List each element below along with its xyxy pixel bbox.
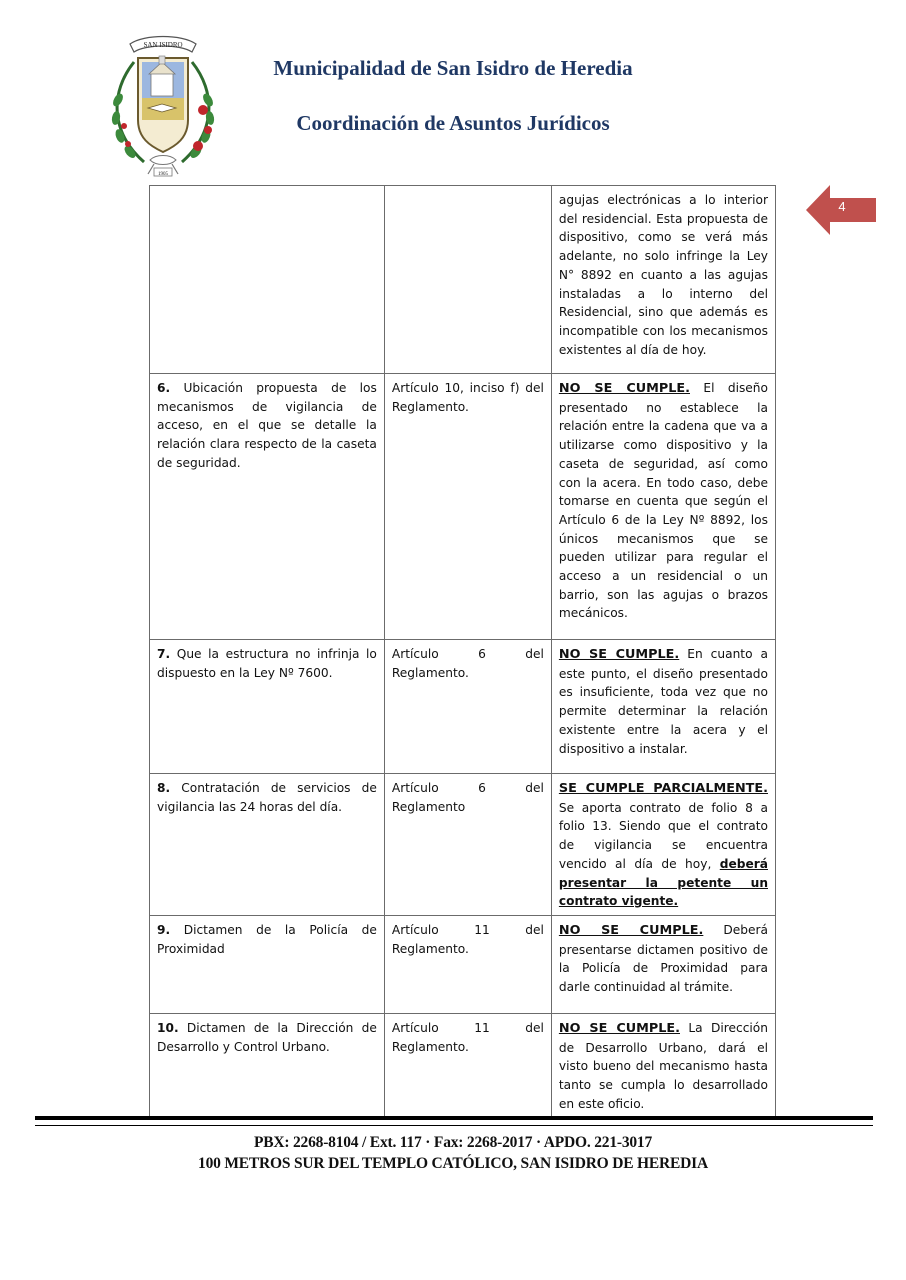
compliance-cell (551, 915, 775, 1013)
table-row (150, 915, 776, 1013)
compliance-cell (551, 774, 775, 916)
page-number-tab (806, 185, 876, 235)
compliance-status: NO SE CUMPLE. (558, 381, 690, 396)
compliance-text: En cuanto a este punto, el diseño presentado es insuficiente, toda vez que no permite determinar la relación existente entre la acera y el dispositivo a instalar. (558, 647, 768, 756)
compliance-text: La Dirección de Desarrollo Urbano, dará el visto bueno del mecanismo hasta tanto se cumpla lo desarrollado en este oficio. (558, 1020, 768, 1111)
municipal-crest-logo (104, 22, 222, 178)
compliance-cell (551, 374, 775, 640)
legal-basis-text: Artículo 6 del Reglamento. (391, 647, 544, 680)
legal-basis-cell (384, 1013, 551, 1118)
requirement-cell (150, 774, 385, 916)
requirement-number: 6. (157, 381, 171, 395)
requirement-text: Dictamen de la Policía de Proximidad (157, 922, 377, 956)
crest-ribbon-label: SAN ISIDRO (143, 41, 183, 49)
requirement-number: 7. (157, 647, 171, 661)
compliance-text: El diseño presentado no establece la relación entre la cadena que va a utilizarse como dispositivo y la caseta de seguridad, así como con la acera. En todo caso, debe tomarse en cuenta que según el Artículo 6 de la Ley Nº 8892, los únicos mecanismos que se pueden utilizar para regular el acceso a un residencial o un barrio, son las agujas o brazos mecánicos. (558, 381, 768, 621)
compliance-status: NO SE CUMPLE. (558, 647, 680, 662)
legal-basis-text: Artículo 6 del Reglamento (391, 781, 544, 814)
footer-address: 100 METROS SUR DEL TEMPLO CATÓLICO, SAN ISIDRO DE HEREDIA (198, 1155, 708, 1172)
compliance-status: SE CUMPLE PARCIALMENTE. (558, 781, 768, 796)
legal-basis-cell (384, 915, 551, 1013)
compliance-status: NO SE CUMPLE. (558, 1020, 680, 1036)
requirement-cell (150, 1013, 385, 1118)
footer-contact: PBX: 2268-8104 / Ext. 117 · Fax: 2268-2017 · APDO. 221-3017 (253, 1134, 653, 1151)
requirement-text: Ubicación propuesta de los mecanismos de vigilancia de acceso, en el que se detalle la relación clara respecto de la caseta de seguridad. (157, 381, 377, 470)
compliance-emphasis: deberá presentar la petente un contrato vigente. (558, 856, 768, 909)
legal-basis-text: Artículo 10, inciso f) del Reglamento. (391, 381, 544, 414)
requirement-cell (150, 186, 385, 374)
legal-basis-text: Artículo 11 del Reglamento. (391, 922, 544, 956)
requirement-text: Contratación de servicios de vigilancia las 24 horas del día. (157, 781, 377, 814)
requirement-number: 9. (157, 922, 171, 937)
page-number: 4 (838, 199, 846, 214)
requirement-cell (150, 374, 385, 640)
legal-basis-cell (384, 186, 551, 374)
compliance-text: Se aporta contrato de folio 8 a folio 13. Siendo que el contrato de vigilancia se encuentra vencido al día de hoy, (558, 800, 768, 871)
requirement-text: Dictamen de la Dirección de Desarrollo y Control Urbano. (157, 1020, 377, 1054)
requirements-table (149, 185, 776, 1118)
compliance-status: NO SE CUMPLE. (558, 922, 704, 938)
compliance-cell (551, 1013, 775, 1118)
table-row (150, 640, 776, 774)
compliance-cell (551, 640, 775, 774)
page-title: Municipalidad de San Isidro de Heredia (273, 56, 633, 80)
requirement-text: Que la estructura no infrinja lo dispuesto en la Ley Nº 7600. (157, 647, 377, 680)
table-row (150, 374, 776, 640)
requirement-cell (150, 640, 385, 774)
page-subtitle: Coordinación de Asuntos Jurídicos (296, 111, 610, 135)
footer-divider-thin (35, 1125, 873, 1126)
requirement-cell (150, 915, 385, 1013)
footer-divider-thick (35, 1116, 873, 1120)
compliance-text: agujas electrónicas a lo interior del residencial. Esta propuesta de dispositivo, como se verá más adelante, no solo infringe la Ley N° 8892 en cuanto a las agujas instaladas a lo interno del Residencial, sino que además es incompatible con los mecanismos existentes al día de hoy. (558, 193, 768, 357)
legal-basis-cell (384, 774, 551, 916)
requirement-number: 8. (157, 781, 171, 795)
table-row (150, 1013, 776, 1118)
legal-basis-cell (384, 374, 551, 640)
legal-basis-text: Artículo 11 del Reglamento. (391, 1020, 544, 1054)
table-row (150, 774, 776, 916)
table-row (150, 186, 776, 374)
compliance-text: Deberá presentarse dictamen positivo de la Policía de Proximidad para darle continuidad al trámite. (558, 922, 768, 995)
requirement-number: 10. (157, 1020, 179, 1035)
compliance-cell (551, 186, 775, 374)
legal-basis-cell (384, 640, 551, 774)
crest-year: 1905 (158, 172, 168, 177)
